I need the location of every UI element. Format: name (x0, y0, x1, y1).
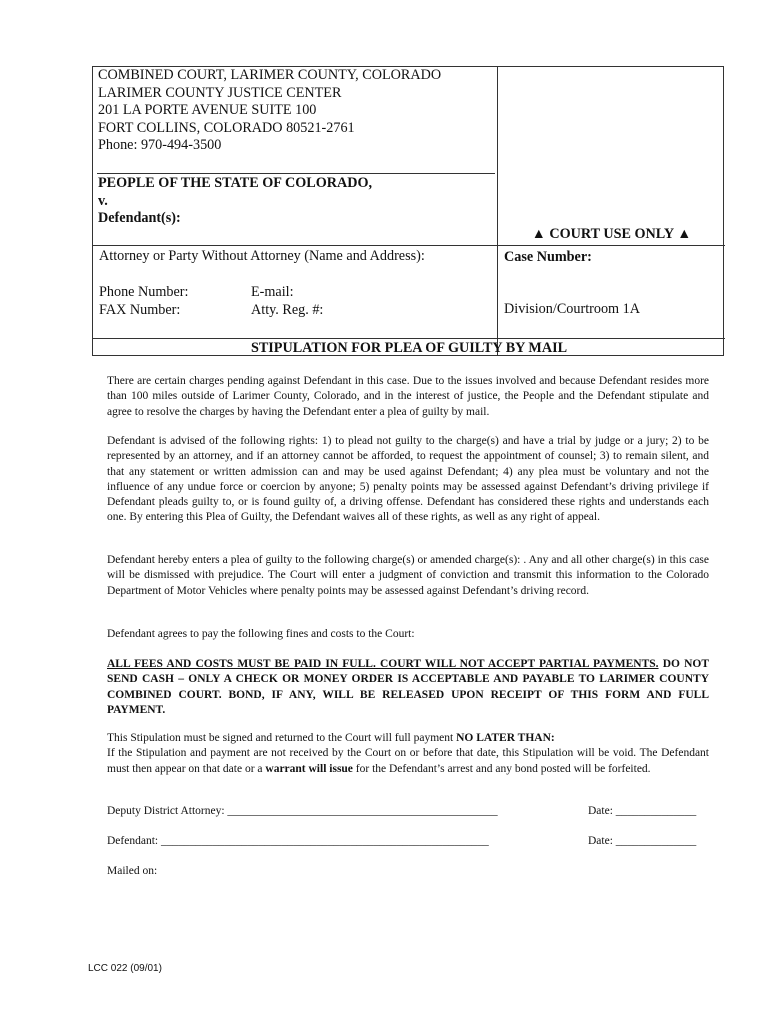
deadline-bold: NO LATER THAN: (456, 732, 555, 744)
case-caption-box (92, 66, 724, 356)
dda-signature-line[interactable]: Deputy District Attorney: _______________________________________________ (107, 805, 498, 817)
email-reg-labels: E-mail: Atty. Reg. #: (251, 284, 324, 318)
payment-terms-rest: DO NOT SEND CASH – ONLY A CHECK OR MONEY ORDER IS ACCEPTABLE AND PAYABLE TO LARIMER COUNTY COMBINED COURT. BOND, IF ANY, WILL BE RELEASED UPON RECEIPT OF THIS FORM AND FULL PAYMENT. (107, 658, 710, 716)
title-row-divider (93, 338, 725, 339)
void-text: If the Stipulation and payment are not received by the Court on or before that date, this Stipulation will be void. The Defendant must then appear on that date or a (107, 747, 709, 775)
form-title: STIPULATION FOR PLEA OF GUILTY BY MAIL (250, 340, 568, 356)
defendant-signature-line[interactable]: Defendant: _________________________________________________________ (107, 835, 489, 847)
dda-date-line[interactable]: Date: ______________ (588, 805, 697, 817)
division-label: Division/Courtroom 1A (504, 301, 640, 317)
caption-separator (97, 173, 495, 174)
court-address: COMBINED COURT, LARIMER COUNTY, COLORADO LARIMER COUNTY JUSTICE CENTER 201 LA PORTE AVENUE SUITE 100 FORT COLLINS, COLORADO 80521-2761 Phone: 970-494-3500 (98, 67, 442, 154)
parties-block: PEOPLE OF THE STATE OF COLORADO, v. Defendant(s): (98, 175, 373, 227)
forfeit-text: for the Defendant’s arrest and any bond posted will be forfeited. (352, 762, 651, 775)
intro-paragraph: There are certain charges pending against Defendant in this case. Due to the issues involved and because Defendant resides more than 100 miles outside of Larimer County, Colorado, and in the interest of justice, the People and the Defendant stipulate and agree to resolve the charges by having the Defendant enter a plea of guilty by mail. (107, 375, 709, 418)
mailed-on-label: Mailed on: (107, 865, 158, 877)
deadline-text: This Stipulation must be signed and returned to the Court will full payment (107, 732, 457, 744)
plea-paragraph: Defendant hereby enters a plea of guilty to the following charge(s) or amended charge(s): . Any and all other charge(s) in this case will be dismissed with prejudice. The Court will enter a judgment of conviction and transmit this information to the Colorado Department of Motor Vehicles where penalty points may be assessed against Defendant’s driving record. (107, 554, 709, 597)
attorney-label: Attorney or Party Without Attorney (Name and Address): (99, 248, 425, 264)
phone-fax-labels: Phone Number: FAX Number: (99, 284, 189, 318)
warrant-bold: warrant will issue (265, 762, 353, 775)
fines-paragraph: Defendant agrees to pay the following fines and costs to the Court: (107, 628, 415, 640)
deadline-paragraph (107, 731, 709, 777)
payment-terms-underlined: ALL FEES AND COSTS MUST BE PAID IN FULL. COURT WILL NOT ACCEPT PARTIAL PAYMENTS. (107, 658, 659, 670)
defendant-date-line[interactable]: Date: ______________ (588, 835, 697, 847)
payment-terms-paragraph (107, 657, 709, 718)
case-number-label: Case Number: (504, 249, 592, 265)
form-code: LCC 022 (09/01) (88, 963, 162, 974)
rights-paragraph: Defendant is advised of the following rights: 1) to plead not guilty to the charge(s) and have a trial by judge or a jury; 2) to be represented by an attorney, and if an attorney cannot be afforded, to request the appointment of counsel; 3) to remain silent, and that any statement or written admission can and may be used against Defendant; 4) any plea must be voluntary and not the influence of any undue force or coercion by anyone; 5) penalty points may be assessed against Defendant’s driving privilege if Defendant pleads guilty to, or is found guilty of, a driving offense. Defendant has considered these rights and understands each one. By entering this Plea of Guilty, the Defendant waives all of these rights, as well as any right of appeal. (107, 435, 709, 524)
court-use-only-label: ▲ COURT USE ONLY ▲ (531, 226, 692, 242)
attorney-row-divider (93, 245, 725, 246)
